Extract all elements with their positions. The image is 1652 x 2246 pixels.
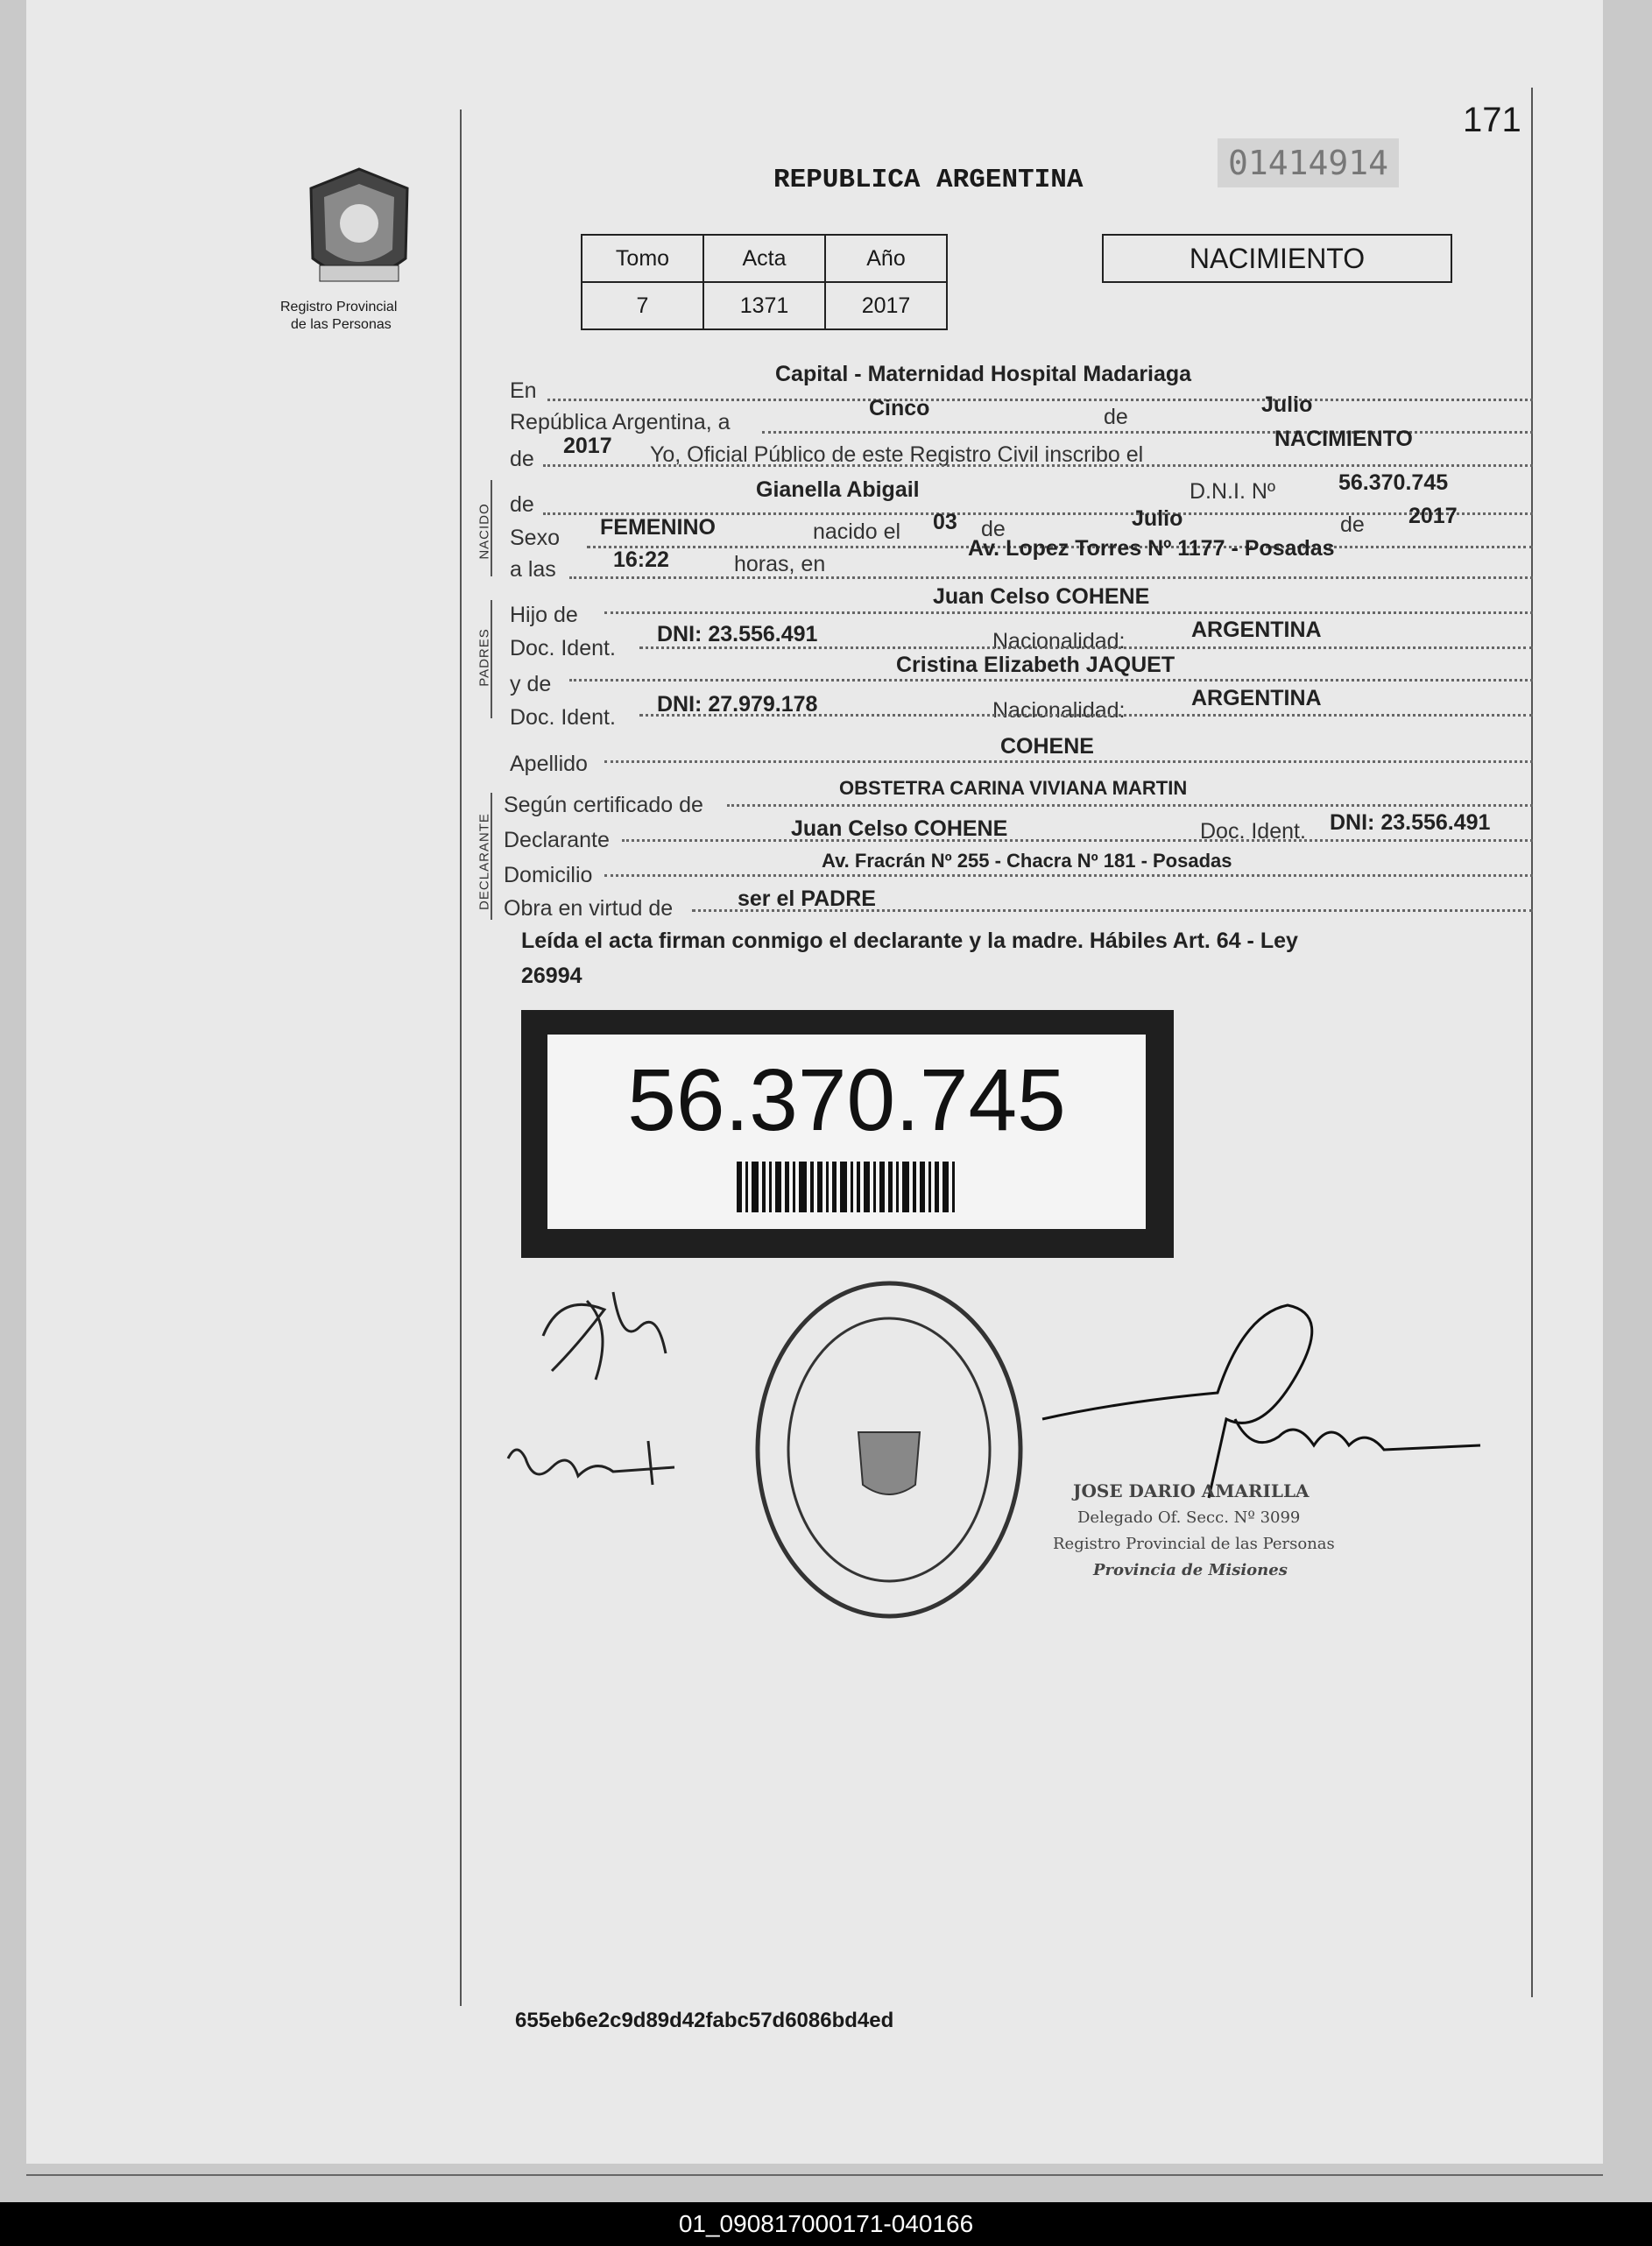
declarante-value: Juan Celso COHENE — [791, 816, 1008, 841]
barcode-bar — [826, 1162, 829, 1212]
act-type-box: NACIMIENTO — [1102, 234, 1452, 283]
child-name-value: Gianella Abigail — [756, 477, 920, 502]
barcode-bar — [793, 1162, 795, 1212]
closing-line-2: 26994 — [521, 964, 582, 988]
dotted-line — [639, 714, 1533, 717]
record-table-cell: 7 — [582, 282, 703, 329]
dotted-line — [569, 576, 1533, 579]
apellido-value: COHENE — [1000, 734, 1094, 759]
official-province: Provincia de Misiones — [1093, 1561, 1288, 1579]
left-border-line — [460, 109, 462, 2006]
birth-year-value: 2017 — [1408, 504, 1458, 528]
barcode-bar — [810, 1162, 814, 1212]
barcode-bar — [857, 1162, 860, 1212]
dotted-line — [692, 909, 1533, 912]
file-reference-footer: 01_090817000171-040166 — [0, 2202, 1652, 2246]
de-label: de — [510, 447, 534, 471]
section-label-padres: PADRES — [477, 628, 492, 687]
dotted-line — [543, 464, 1533, 467]
apellido-label: Apellido — [510, 752, 588, 776]
father-name-value: Juan Celso COHENE — [933, 584, 1150, 609]
nacionalidad-label: Nacionalidad: — [992, 629, 1126, 653]
nacionalidad-label: Nacionalidad: — [992, 698, 1126, 723]
obra-label: Obra en virtud de — [504, 896, 674, 921]
a-las-label: a las — [510, 557, 556, 582]
birth-time-value: 16:22 — [613, 547, 669, 572]
father-doc-value: DNI: 23.556.491 — [657, 622, 818, 646]
barcode-bar — [785, 1162, 789, 1212]
dotted-line — [762, 431, 1533, 434]
section-label-nacido: NACIDO — [477, 503, 492, 560]
signature-mother — [499, 1432, 683, 1502]
barcode-bar — [902, 1162, 909, 1212]
barcode-panel — [547, 1035, 1146, 1229]
dni-label: D.N.I. Nº — [1190, 479, 1276, 504]
mother-nationality-value: ARGENTINA — [1191, 686, 1322, 710]
record-table — [581, 234, 948, 330]
en-label: En — [510, 378, 537, 403]
mother-name-value: Cristina Elizabeth JAQUET — [896, 653, 1175, 677]
barcode-bars — [653, 1162, 1038, 1212]
barcode-bar — [920, 1162, 925, 1212]
official-role: Delegado Of. Secc. Nº 3099 — [1077, 1508, 1301, 1527]
hijo-label: Hijo de — [510, 603, 578, 627]
act-type-value: NACIMIENTO — [1274, 427, 1413, 451]
record-table-cell: 2017 — [825, 282, 947, 329]
dotted-line — [547, 399, 1533, 401]
page-number: 171 — [1463, 101, 1521, 139]
dotted-line — [604, 760, 1533, 763]
de-label: de — [1340, 512, 1365, 537]
barcode-number: 56.370.745 — [627, 1051, 1066, 1149]
record-table-header: Acta — [703, 235, 825, 282]
barcode-bar — [864, 1162, 870, 1212]
barcode-bar — [851, 1162, 853, 1212]
declarante-doc-value: DNI: 23.556.491 — [1330, 810, 1491, 835]
document-page — [26, 0, 1603, 2164]
record-table-cell: 1371 — [703, 282, 825, 329]
barcode-bar — [942, 1162, 949, 1212]
section-label-declarante: DECLARANTE — [477, 813, 492, 910]
registry-label-line-1: Registro Provincial — [280, 300, 398, 314]
barcode-bar — [832, 1162, 837, 1212]
certificate-value: OBSTETRA CARINA VIVIANA MARTIN — [839, 777, 1188, 799]
barcode-bar — [817, 1162, 822, 1212]
sexo-value: FEMENINO — [600, 515, 716, 540]
barcode-bar — [745, 1162, 748, 1212]
domicilio-value: Av. Fracrán Nº 255 - Chacra Nº 181 - Posadas — [822, 850, 1232, 872]
official-name: JOSE DARIO AMARILLA — [1073, 1480, 1310, 1501]
place-value: Capital - Maternidad Hospital Madariaga — [775, 362, 1192, 386]
document-hash: 655eb6e2c9d89d42fabc57d6086bd4ed — [515, 2009, 894, 2032]
dotted-line — [622, 839, 1533, 842]
horas-label: horas, en — [734, 552, 826, 576]
official-registry: Registro Provincial de las Personas — [1053, 1535, 1335, 1553]
birth-address-value: Av. Lopez Torres Nº 1177 - Posadas — [968, 536, 1335, 561]
father-nationality-value: ARGENTINA — [1191, 618, 1322, 642]
official-seal-icon — [749, 1275, 1029, 1625]
barcode-bar — [762, 1162, 766, 1212]
declarante-label: Declarante — [504, 828, 610, 852]
year-value: 2017 — [563, 434, 612, 458]
next-page-edge — [26, 2174, 1603, 2176]
barcode-bar — [873, 1162, 876, 1212]
barcode-bar — [896, 1162, 899, 1212]
month-value: Julio — [1261, 392, 1313, 417]
dotted-line — [727, 804, 1533, 807]
doc-ident-label: Doc. Ident. — [1200, 819, 1306, 844]
de-label: de — [981, 517, 1006, 541]
y-de-label: y de — [510, 672, 552, 696]
barcode-bar — [752, 1162, 759, 1212]
signature-father — [526, 1275, 683, 1388]
nacido-el-label: nacido el — [813, 519, 901, 544]
day-words-value: Cinco — [869, 396, 930, 420]
barcode-bar — [737, 1162, 742, 1212]
republica-label: República Argentina, a — [510, 410, 731, 434]
province-emblem-icon — [293, 162, 425, 298]
birth-month-value: Julio — [1132, 506, 1183, 531]
mother-doc-value: DNI: 27.979.178 — [657, 692, 818, 717]
doc-ident-label: Doc. Ident. — [510, 636, 616, 660]
de-label: de — [1104, 405, 1128, 429]
dotted-line — [604, 874, 1533, 877]
barcode-bar — [840, 1162, 847, 1212]
closing-line-1: Leída el acta firman conmigo el declarante y la madre. Hábiles Art. 64 - Ley — [521, 929, 1298, 953]
barcode-bar — [952, 1162, 955, 1212]
dni-barcode-label — [521, 1010, 1174, 1258]
domicilio-label: Domicilio — [504, 863, 593, 887]
dotted-line — [604, 611, 1533, 614]
segun-label: Según certificado de — [504, 793, 703, 817]
sexo-label: Sexo — [510, 526, 560, 550]
registry-label-line-2: de las Personas — [291, 317, 392, 332]
document-title: REPUBLICA ARGENTINA — [773, 165, 1084, 195]
right-border-line — [1531, 88, 1533, 1997]
barcode-bar — [935, 1162, 939, 1212]
barcode-bar — [888, 1162, 893, 1212]
de-label: de — [510, 492, 534, 517]
record-table-header: Tomo — [582, 235, 703, 282]
dotted-line — [639, 646, 1533, 649]
yo-text: Yo, Oficial Público de este Registro Civil inscribo el — [650, 442, 1144, 467]
birth-day-value: 03 — [933, 510, 957, 534]
record-table-header: Año — [825, 235, 947, 282]
barcode-bar — [799, 1162, 807, 1212]
barcode-bar — [769, 1162, 772, 1212]
serial-number: 01414914 — [1218, 138, 1399, 187]
dotted-line — [569, 679, 1533, 682]
barcode-bar — [879, 1162, 885, 1212]
obra-value: ser el PADRE — [738, 886, 876, 911]
barcode-bar — [928, 1162, 931, 1212]
barcode-bar — [913, 1162, 916, 1212]
child-dni-value: 56.370.745 — [1338, 470, 1449, 495]
doc-ident-label: Doc. Ident. — [510, 705, 616, 730]
barcode-bar — [775, 1162, 781, 1212]
